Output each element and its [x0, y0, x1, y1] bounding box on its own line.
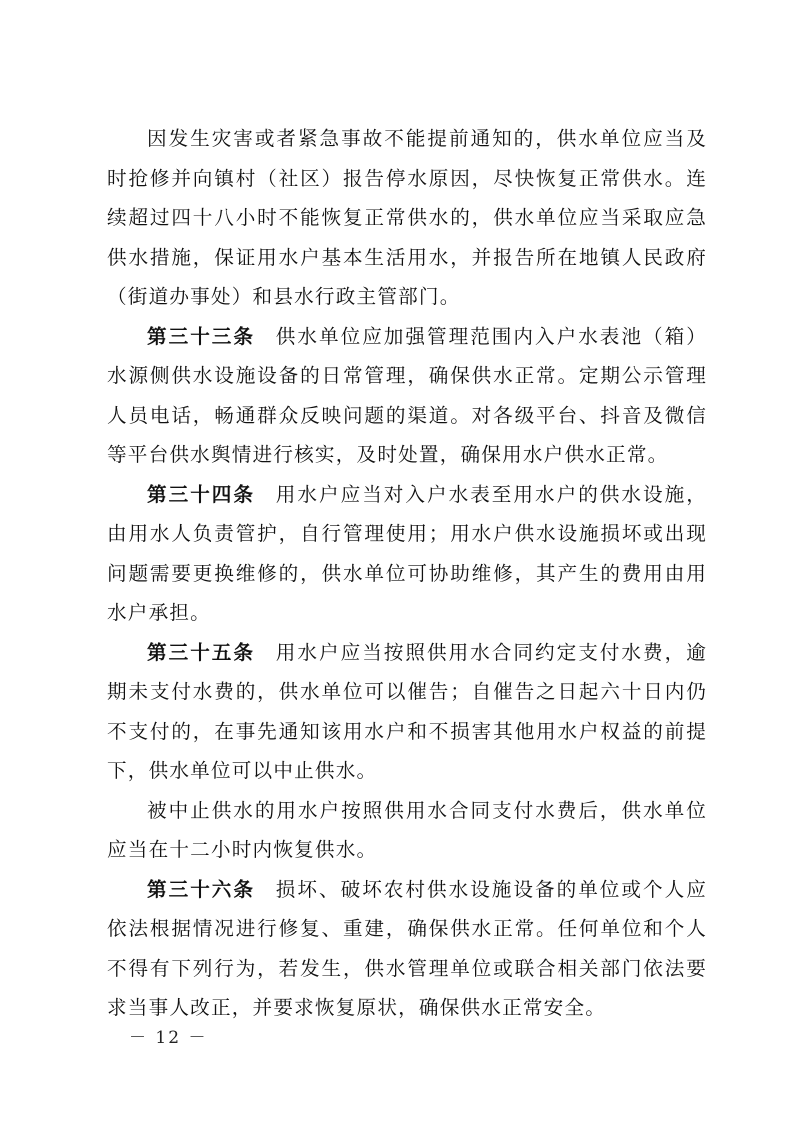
body-text	[107, 119, 707, 1028]
article-text: 供水单位应加强管理范围内入户水表池（箱）水源侧供水设施设备的日常管理，确保供水正常。定期公示管理人员电话，畅通群众反映问题的渠道。对各级平台、抖音及微信等平台供水舆情进行核实，及时处置，确保用水户供水正常。	[107, 324, 707, 466]
article-text: 用水户应当对入户水表至用水户的供水设施，由用水人负责管护，自行管理使用；用水户供水设施损坏或出现问题需要更换维修的，供水单位可协助维修，其产生的费用由用水户承担。	[107, 482, 707, 624]
paragraph	[107, 119, 707, 317]
article-text: 损坏、破坏农村供水设施设备的单位或个人应依法根据情况进行修复、重建，确保供水正常。任何单位和个人不得有下列行为，若发生，供水管理单位或联合相关部门依法要求当事人改正，并要求恢复原状，确保供水正常安全。	[107, 877, 707, 1019]
article-heading: 第三十三条	[147, 324, 255, 348]
article-36	[107, 870, 707, 1028]
article-heading: 第三十四条	[147, 482, 255, 506]
article-heading: 第三十五条	[147, 640, 255, 664]
article-33	[107, 317, 707, 475]
page-number: － 12 －	[129, 1028, 208, 1048]
article-heading: 第三十六条	[147, 877, 255, 901]
article-35	[107, 633, 707, 791]
paragraph-text: 被中止供水的用水户按照供用水合同支付水费后，供水单位应当在十二小时内恢复供水。	[107, 798, 707, 861]
paragraph-text: 因发生灾害或者紧急事故不能提前通知的，供水单位应当及时抢修并向镇村（社区）报告停水原因，尽快恢复正常供水。连续超过四十八小时不能恢复正常供水的，供水单位应当采取应急供水措施，保证用水户基本生活用水，并报告所在地镇人民政府（街道办事处）和县水行政主管部门。	[107, 127, 707, 308]
article-text: 用水户应当按照供用水合同约定支付水费，逾期未支付水费的，供水单位可以催告；自催告之日起六十日内仍不支付的，在事先通知该用水户和不损害其他用水户权益的前提下，供水单位可以中止供水。	[107, 640, 707, 782]
article-34	[107, 475, 707, 633]
paragraph	[107, 791, 707, 870]
